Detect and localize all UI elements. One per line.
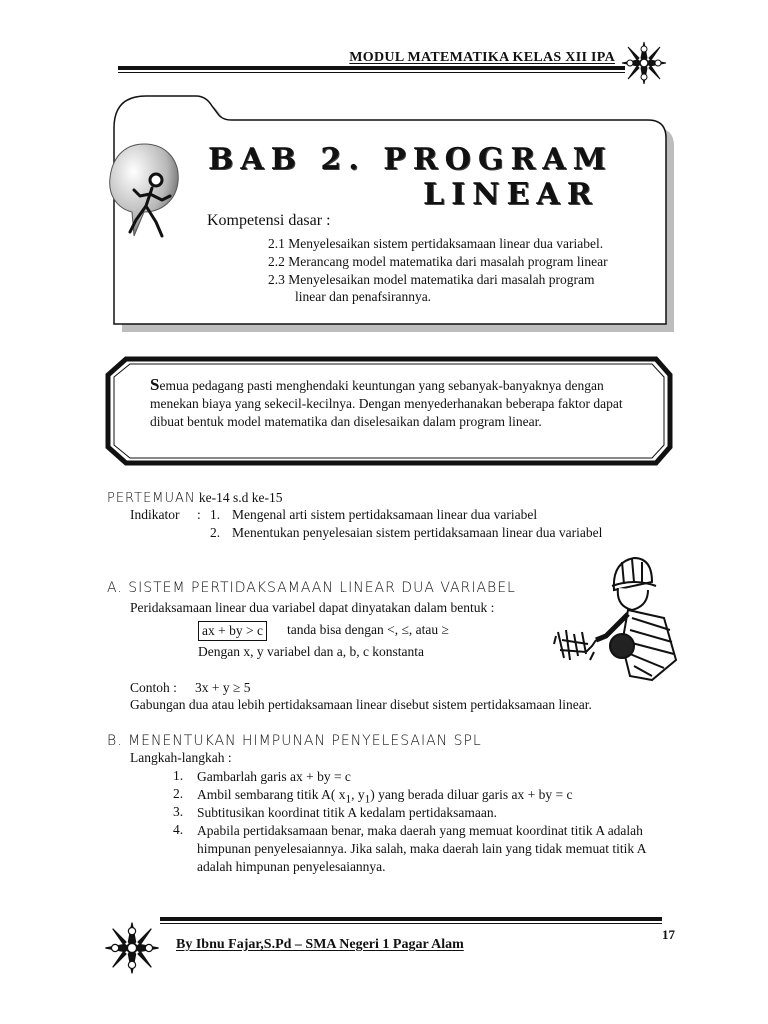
step-text: Apabila pertidaksamaan benar, maka daerah yang memuat koordinat titik A adalah himpunan penyelesaiannya. Jika salah, maka daerah lain yang tidak memuat titik A adalah himpunan penyelesaiannya.: [197, 823, 646, 874]
gabungan-text: Gabungan dua atau lebih pertidaksamaan linear disebut sistem pertidaksamaan linear.: [130, 697, 592, 712]
pertemuan-range: ke-14 s.d ke-15: [198, 490, 283, 505]
formula-note: tanda bisa dengan <, ≤, atau ≥: [287, 622, 449, 637]
indikator-item: Menentukan penyelesaian sistem pertidaksamaan linear dua variabel: [232, 525, 603, 540]
step-text-part: Ambil sembarang titik A( x: [197, 787, 346, 802]
footer-rule-thin: [160, 923, 662, 924]
indikator-label: Indikator: [130, 507, 180, 522]
header-rule: [118, 66, 625, 70]
indikator-number: 1.: [210, 507, 221, 522]
subscript: 1: [345, 793, 352, 806]
section-a-heading: A. SISTEM PERTIDAKSAMAAN LINEAR DUA VARIABEL: [107, 580, 516, 596]
chapter-title: BAB 2. PROGRAM: [208, 142, 613, 177]
kompetensi-item: 2.3 Menyelesaikan model matematika dari masalah program: [268, 272, 595, 287]
star-ornament-icon: [620, 40, 668, 86]
step-text: Gambarlah garis ax + by = c: [197, 769, 351, 784]
worker-figure-icon: [552, 548, 687, 683]
indikator-number: 2.: [210, 525, 221, 540]
section-b-heading: B. MENENTUKAN HIMPUNAN PENYELESAIAN SPL: [107, 733, 482, 749]
intro-paragraph: [150, 376, 630, 431]
subscript: 1: [364, 793, 371, 806]
header-rule-thin: [118, 72, 625, 73]
page-number: 17: [662, 927, 675, 942]
formula-box: ax + by > c: [198, 621, 267, 641]
step-number: 1.: [173, 768, 184, 783]
intro-dropcap: S: [150, 375, 160, 394]
footer-rule: [160, 917, 662, 921]
kompetensi-item: 2.1 Menyelesaikan sistem pertidaksamaan linear dua variabel.: [268, 236, 604, 251]
step-text-part: ) yang berada diluar garis ax + by = c: [370, 787, 573, 802]
langkah-label: Langkah-langkah :: [130, 750, 232, 765]
contoh-label: Contoh :: [130, 680, 177, 695]
star-ornament-icon: [103, 920, 161, 976]
pertemuan-label: PERTEMUAN: [107, 491, 196, 506]
kompetensi-heading: Kompetensi dasar :: [207, 212, 331, 229]
step-text: Subtitusikan koordinat titik A kedalam pertidaksamaan.: [197, 805, 497, 820]
running-figure-icon: [106, 140, 184, 250]
contoh-value: 3x + y ≥ 5: [195, 680, 251, 695]
indikator-item: Mengenal arti sistem pertidaksamaan linear dua variabel: [232, 507, 538, 522]
step-number: 3.: [173, 804, 184, 819]
pertemuan-line: [107, 490, 283, 506]
kompetensi-item: 2.2 Merancang model matematika dari masalah program linear: [268, 254, 608, 269]
chapter-title-continued: LINEAR: [423, 177, 599, 212]
indikator-colon: :: [197, 507, 201, 522]
kompetensi-item-continued: linear dan penafsirannya.: [295, 289, 432, 304]
variables-note: Dengan x, y variabel dan a, b, c konstanta: [198, 644, 425, 659]
step-text-part: , y: [351, 787, 365, 802]
section-a-intro: Peridaksamaan linear dua variabel dapat dinyatakan dalam bentuk :: [130, 600, 495, 615]
intro-text: emua pedagang pasti menghendaki keuntungan yang sebanyak-banyaknya dengan menekan biaya yang sekecil-kecilnya. Dengan menyederhanakan beberapa faktor dapat dibuat bentuk model matematika dan diselesaikan dalam program linear.: [150, 378, 623, 429]
footer-author: By Ibnu Fajar,S.Pd – SMA Negeri 1 Pagar Alam: [176, 937, 464, 952]
step-number: 2.: [173, 786, 184, 801]
step-number: 4.: [173, 822, 184, 837]
header-title: MODUL MATEMATIKA KELAS XII IPA: [349, 50, 615, 65]
